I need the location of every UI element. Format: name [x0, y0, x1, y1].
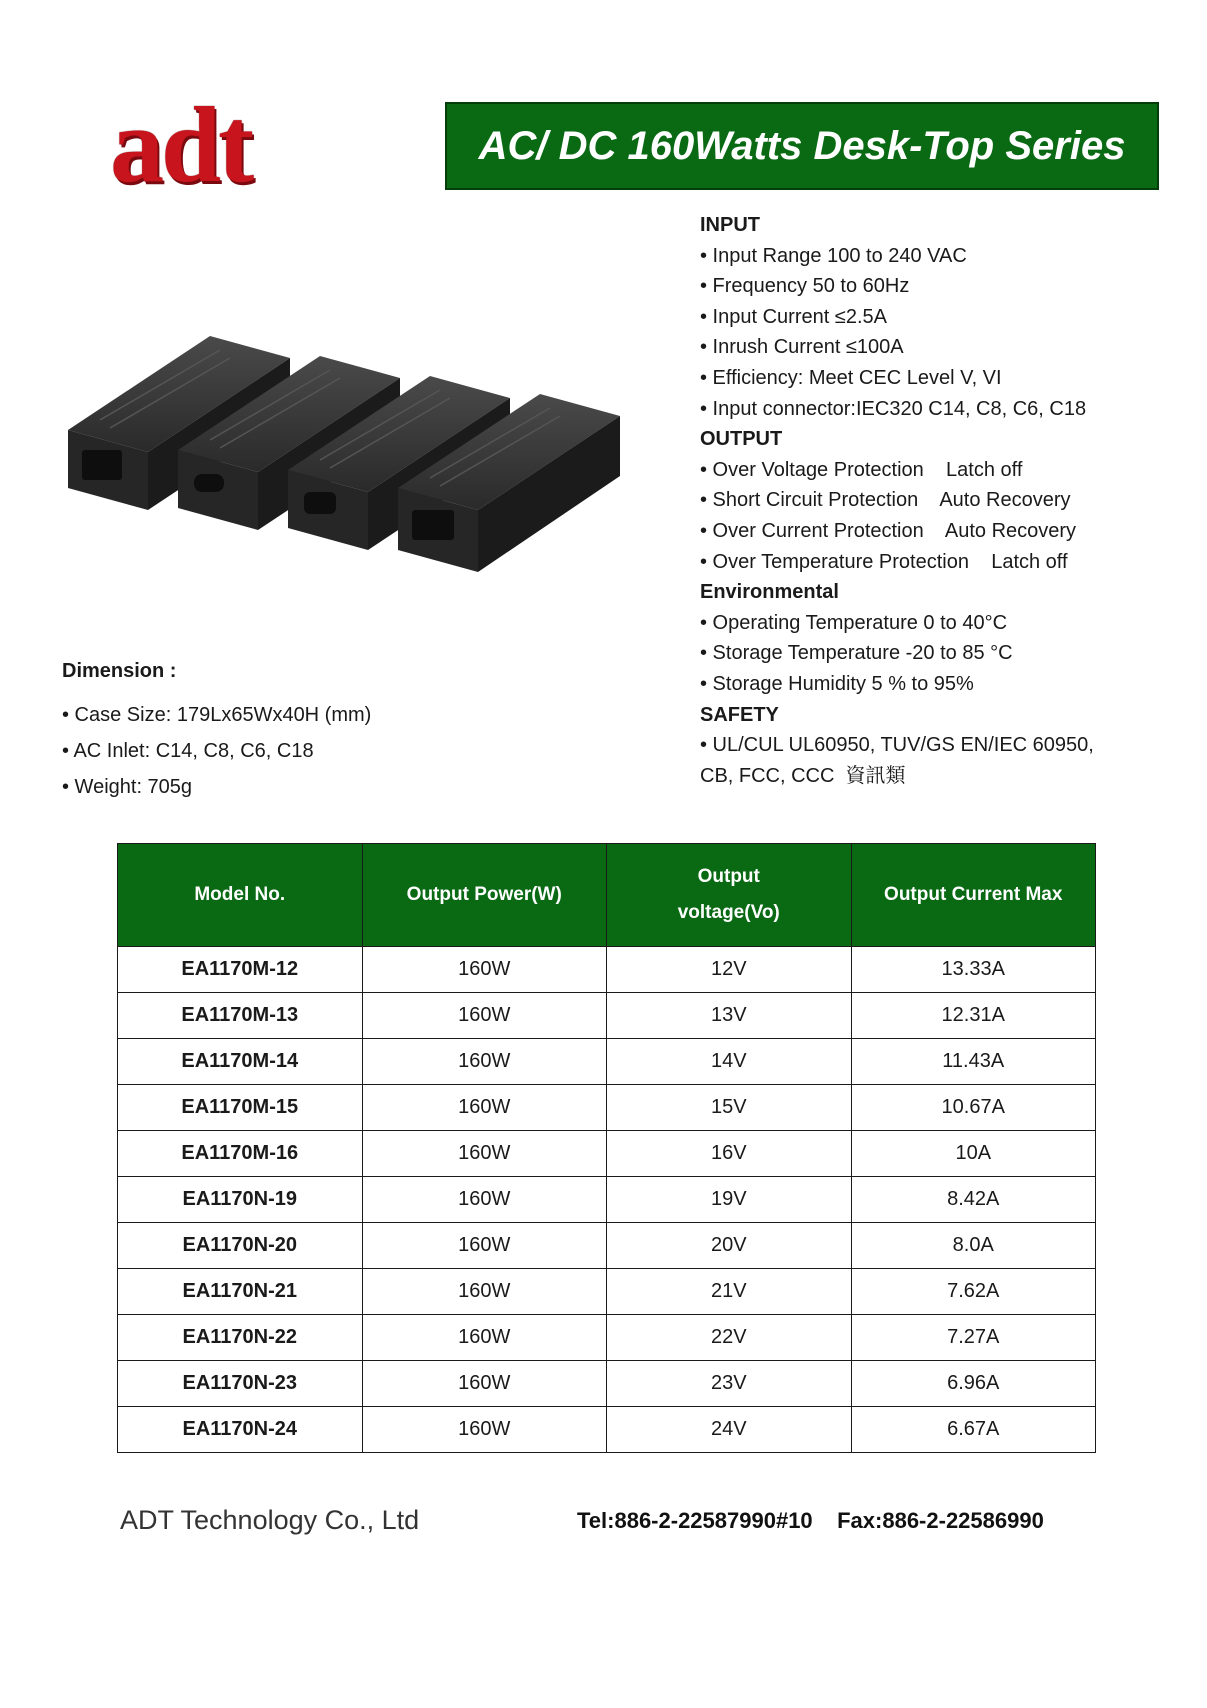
voltage-cell: 14V: [607, 1039, 852, 1085]
spec-item: • Over Temperature Protection Latch off: [700, 550, 1068, 573]
page-title: AC/ DC 160Watts Desk-Top Series: [478, 123, 1126, 168]
dimension-item: • Case Size: 179Lx65Wx40H (mm): [62, 704, 372, 726]
model-cell: EA1170M-12: [118, 947, 363, 993]
model-cell: EA1170N-24: [118, 1407, 363, 1453]
spec-item: • UL/CUL UL60950, TUV/GS EN/IEC 60950,: [700, 734, 1094, 757]
voltage-cell: 16V: [607, 1131, 852, 1177]
voltage-cell: 15V: [607, 1085, 852, 1131]
table-row: [118, 1269, 1096, 1315]
input-heading: INPUT: [700, 214, 760, 236]
model-table: [117, 843, 1096, 1453]
spec-item: • Efficiency: Meet CEC Level V, VI: [700, 366, 1002, 389]
table-row: [118, 1085, 1096, 1131]
model-cell: EA1170N-19: [118, 1177, 363, 1223]
voltage-cell: 13V: [607, 993, 852, 1039]
col-header-power: Output Power(W): [362, 844, 607, 947]
voltage-cell: 12V: [607, 947, 852, 993]
table-row: [118, 947, 1096, 993]
model-cell: EA1170N-22: [118, 1315, 363, 1361]
table-row: [118, 1361, 1096, 1407]
table-body: [118, 947, 1096, 1453]
dimension-block: [62, 660, 371, 805]
current-cell: 13.33A: [851, 947, 1096, 993]
voltage-cell: 19V: [607, 1177, 852, 1223]
table-header-row: [118, 844, 1096, 947]
safety-heading: SAFETY: [700, 703, 779, 726]
spec-item: • Input Range 100 to 240 VAC: [700, 244, 967, 267]
company-name: ADT Technology Co., Ltd: [120, 1505, 420, 1535]
table-row: [118, 1039, 1096, 1085]
spec-item: • Over Voltage Protection Latch off: [700, 458, 1023, 481]
table-row: [118, 1407, 1096, 1453]
company-logo: [110, 86, 350, 205]
current-cell: 12.31A: [851, 993, 1096, 1039]
spec-item: • Over Current Protection Auto Recovery: [700, 519, 1077, 542]
power-cell: 160W: [362, 1177, 607, 1223]
logo-text: adt: [110, 86, 252, 205]
current-cell: 7.62A: [851, 1269, 1096, 1315]
title-banner: [445, 102, 1159, 190]
col-header-voltage-line1: Output: [697, 866, 760, 887]
power-cell: 160W: [362, 1131, 607, 1177]
current-cell: 7.27A: [851, 1315, 1096, 1361]
output-heading: OUTPUT: [700, 428, 783, 451]
power-cell: 160W: [362, 1269, 607, 1315]
power-cell: 160W: [362, 1407, 607, 1453]
col-header-voltage-line2: voltage(Vo): [677, 902, 780, 923]
col-header-model: Model No.: [118, 844, 363, 947]
table-row: [118, 1177, 1096, 1223]
col-header-voltage: [607, 844, 852, 947]
model-cell: EA1170N-20: [118, 1223, 363, 1269]
power-cell: 160W: [362, 1315, 607, 1361]
power-cell: 160W: [362, 993, 607, 1039]
model-cell: EA1170M-14: [118, 1039, 363, 1085]
table-row: [118, 993, 1096, 1039]
power-cell: 160W: [362, 1223, 607, 1269]
model-cell: EA1170N-23: [118, 1361, 363, 1407]
spec-item: CB, FCC, CCC 資訊類: [700, 764, 906, 787]
current-cell: 8.42A: [851, 1177, 1096, 1223]
model-cell: EA1170M-16: [118, 1131, 363, 1177]
current-cell: 10A: [851, 1131, 1096, 1177]
voltage-cell: 23V: [607, 1361, 852, 1407]
voltage-cell: 21V: [607, 1269, 852, 1315]
power-cell: 160W: [362, 1039, 607, 1085]
dimension-item: • AC Inlet: C14, C8, C6, C18: [62, 740, 314, 762]
table-row: [118, 1223, 1096, 1269]
current-cell: 6.96A: [851, 1361, 1096, 1407]
dimension-heading: Dimension :: [62, 660, 177, 682]
product-image: [60, 320, 660, 580]
spec-item: • Storage Temperature -20 to 85 °C: [700, 642, 1013, 665]
current-cell: 8.0A: [851, 1223, 1096, 1269]
spec-list: [700, 210, 1180, 791]
power-cell: 160W: [362, 947, 607, 993]
spec-item: • Frequency 50 to 60Hz: [700, 275, 910, 298]
col-header-current: Output Current Max: [851, 844, 1096, 947]
spec-item: • Short Circuit Protection Auto Recovery: [700, 489, 1071, 512]
environmental-heading: Environmental: [700, 581, 839, 604]
table-row: [118, 1131, 1096, 1177]
current-cell: 6.67A: [851, 1407, 1096, 1453]
spec-item: • Storage Humidity 5 % to 95%: [700, 672, 974, 695]
current-cell: 10.67A: [851, 1085, 1096, 1131]
power-cell: 160W: [362, 1085, 607, 1131]
model-cell: EA1170M-15: [118, 1085, 363, 1131]
spec-item: • Operating Temperature 0 to 40°C: [700, 611, 1008, 634]
spec-item: • Input connector:IEC320 C14, C8, C6, C18: [700, 397, 1087, 420]
model-cell: EA1170M-13: [118, 993, 363, 1039]
voltage-cell: 24V: [607, 1407, 852, 1453]
dimension-item: • Weight: 705g: [62, 776, 193, 798]
spec-item: • Inrush Current ≤100A: [700, 336, 904, 359]
current-cell: 11.43A: [851, 1039, 1096, 1085]
spec-item: • Input Current ≤2.5A: [700, 305, 887, 328]
contact-info: Tel:886-2-22587990#10 Fax:886-2-22586990: [577, 1508, 1044, 1533]
model-cell: EA1170N-21: [118, 1269, 363, 1315]
table-row: [118, 1315, 1096, 1361]
voltage-cell: 20V: [607, 1223, 852, 1269]
power-cell: 160W: [362, 1361, 607, 1407]
voltage-cell: 22V: [607, 1315, 852, 1361]
